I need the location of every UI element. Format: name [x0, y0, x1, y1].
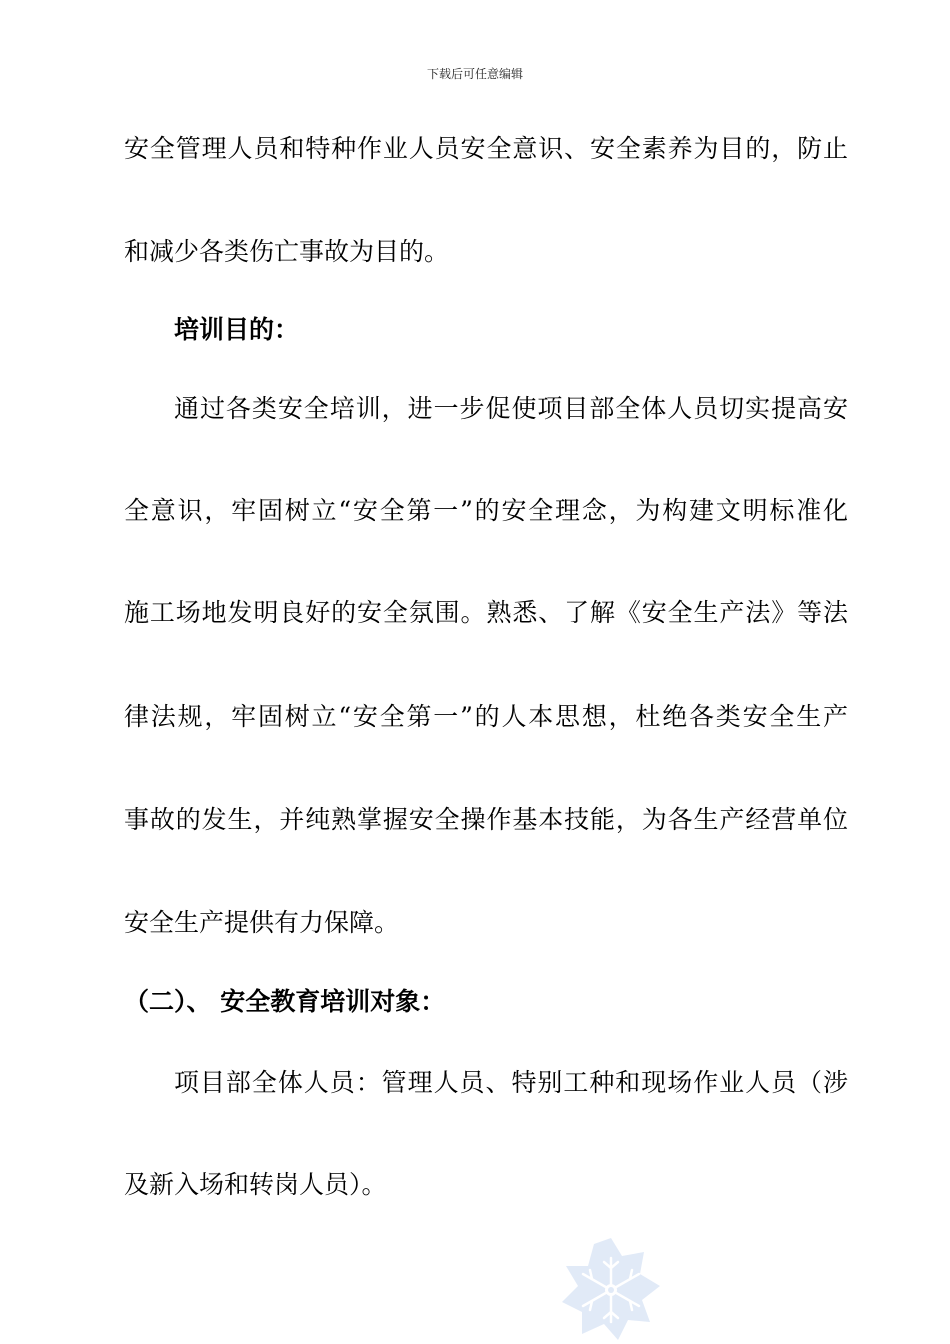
purpose-line-5: 事故的发生，并纯熟掌握安全操作基本技能，为各生产经营单位: [124, 805, 848, 834]
target-line-1: 项目部全体人员：管理人员、特别工种和现场作业人员（涉: [174, 1068, 848, 1097]
intro-line-2: 和减少各类伤亡事故为目的。: [124, 237, 450, 266]
purpose-line-2: 全意识，牢固树立“安全第一”的安全理念，为构建文明标准化: [124, 496, 848, 525]
purpose-line-3: 施工场地发明良好的安全氛围。熟悉、了解《安全生产法》等法: [124, 598, 848, 627]
snowflake-logo-icon: [556, 1236, 666, 1344]
purpose-line-6: 安全生产提供有力保障。: [124, 908, 400, 937]
training-purpose-heading: 培训目的：: [174, 315, 300, 344]
intro-line-1: 安全管理人员和特种作业人员安全意识、安全素养为目的，防止: [124, 134, 848, 163]
target-line-2: 及新入场和转岗人员）。: [124, 1170, 387, 1199]
page-header: 下载后可任意编辑: [426, 67, 523, 81]
purpose-line-1: 通过各类安全培训，进一步促使项目部全体人员切实提高安: [174, 394, 848, 423]
purpose-line-4: 律法规，牢固树立“安全第一”的人本思想，杜绝各类安全生产: [124, 702, 848, 731]
training-target-heading: （二）、 安全教育培训对象：: [124, 987, 446, 1016]
